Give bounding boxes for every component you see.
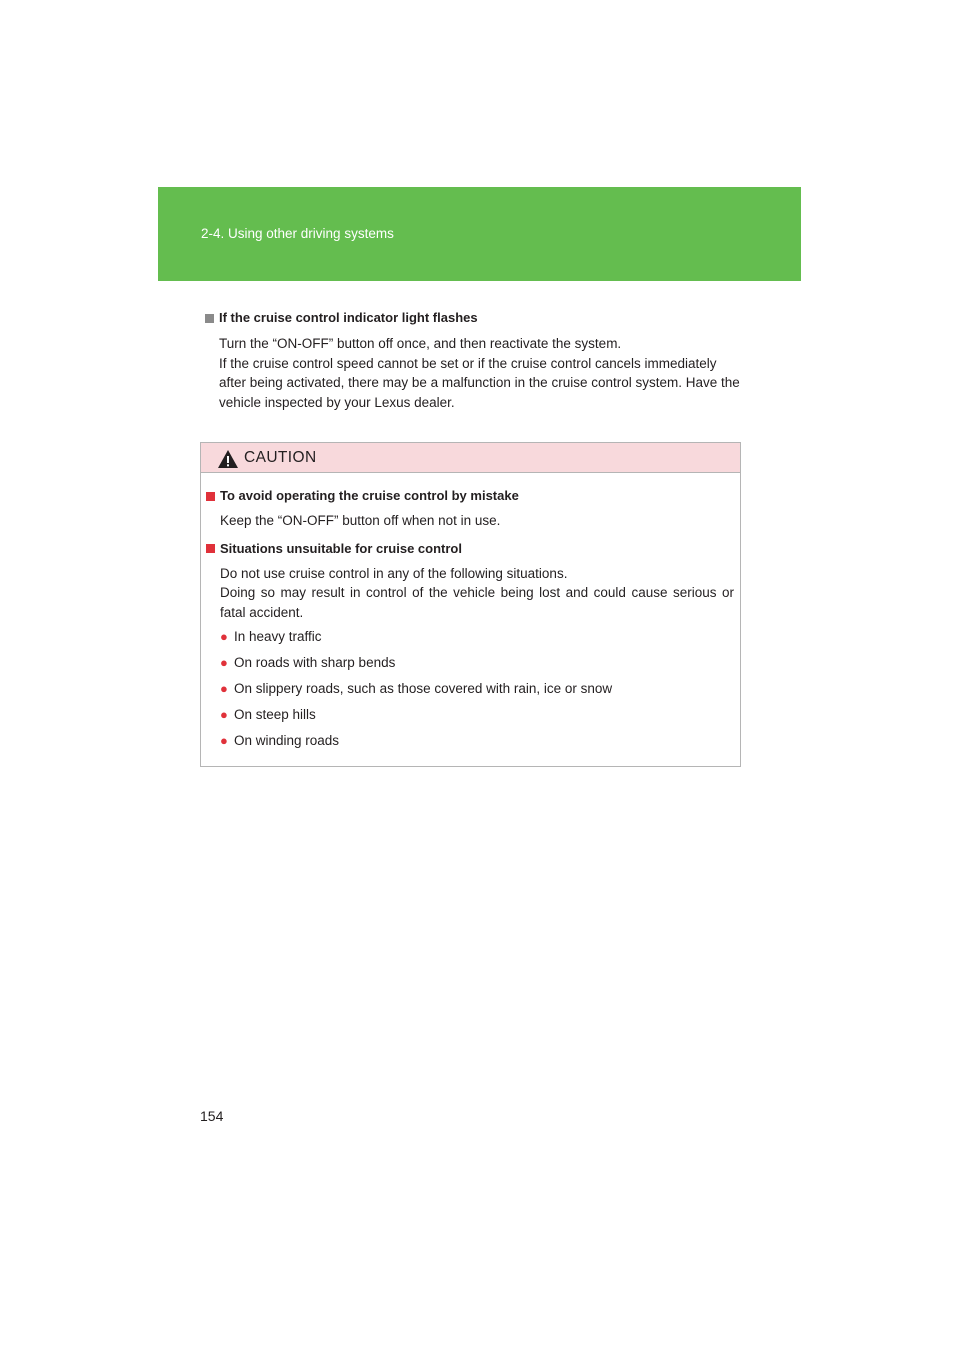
caution-title: CAUTION [244,449,317,466]
caution-section-text [220,511,734,531]
caution-paragraph: Do not use cruise control in any of the following situations. [220,565,568,581]
list-item-text: On roads with sharp bends [234,655,396,670]
page-number: 154 [200,1108,224,1124]
section-header-band [158,187,801,281]
round-bullet-icon: ● [220,681,228,696]
caution-section-heading [206,540,734,558]
caution-paragraph: Keep the “ON-OFF” button off when not in use. [220,513,501,528]
caution-header [201,443,740,473]
list-item [220,628,734,654]
list-item [220,654,734,680]
list-item-text: On steep hills [234,707,316,722]
list-item-text: In heavy traffic [234,629,322,644]
note-block [205,309,745,412]
list-item [220,680,734,706]
caution-paragraph: Doing so may result in control of the vehicle being lost and could cause serious or fatal accident. [220,585,734,620]
caution-box [200,442,741,767]
caution-section-text [220,564,734,623]
round-bullet-icon: ● [220,707,228,722]
square-bullet-icon [206,492,215,501]
section-title: 2-4. Using other driving systems [201,226,394,241]
caution-bullet-list [220,628,734,758]
note-body [219,334,745,412]
note-paragraph: Turn the “ON-OFF” button off once, and then reactivate the system. [219,336,622,351]
list-item [220,732,734,758]
caution-section-heading-text: To avoid operating the cruise control by mistake [220,488,519,503]
list-item [220,706,734,732]
note-heading [205,309,745,327]
square-bullet-icon [205,314,214,323]
round-bullet-icon: ● [220,655,228,670]
note-paragraph: If the cruise control speed cannot be set or if the cruise control cancels immediately after being activated, there may be a malfunction in the cruise control system. Have the vehicle inspected by your Lexus dealer. [219,355,740,410]
list-item-text: On winding roads [234,733,340,748]
note-heading-text: If the cruise control indicator light flashes [219,310,478,325]
round-bullet-icon: ● [220,629,228,644]
square-bullet-icon [206,544,215,553]
caution-section-heading-text: Situations unsuitable for cruise control [220,540,462,556]
caution-section-heading [206,487,734,505]
list-item-text: On slippery roads, such as those covered with rain, ice or snow [234,681,613,696]
caution-body [201,473,740,758]
round-bullet-icon: ● [220,733,228,748]
warning-triangle-icon [217,449,239,469]
